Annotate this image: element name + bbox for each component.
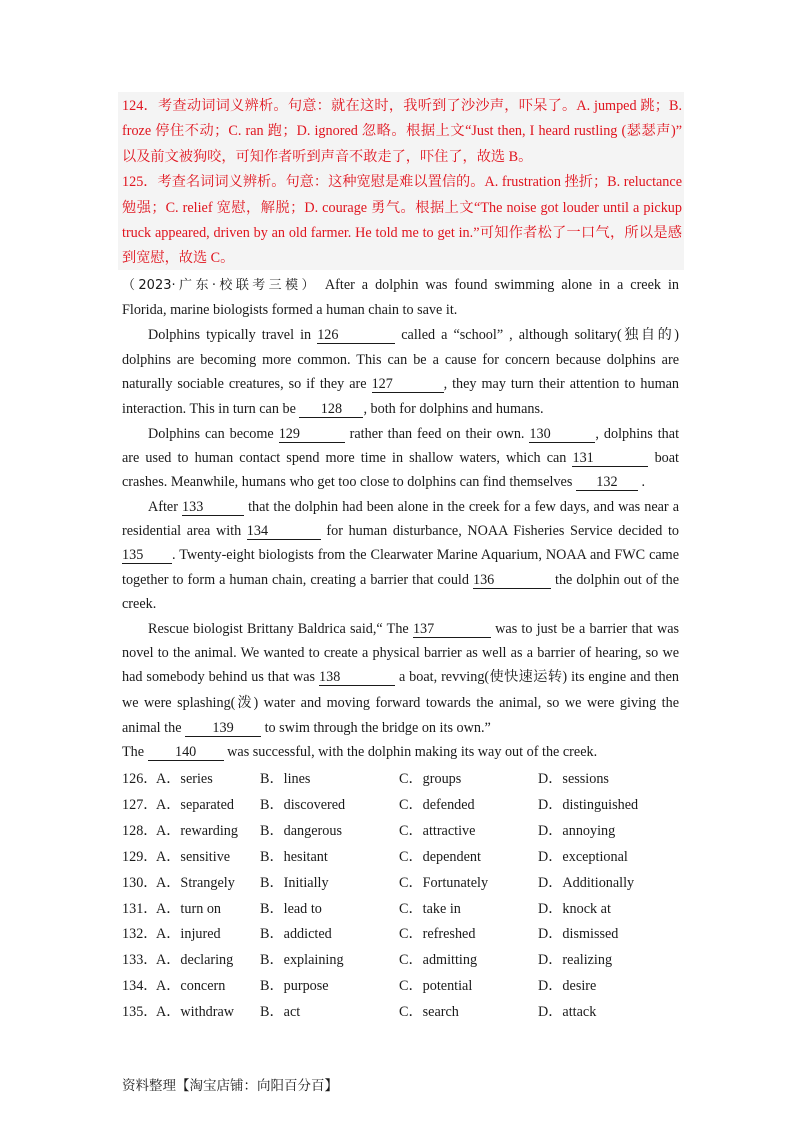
source-label: （2023·广东·校联考三模）	[122, 278, 318, 293]
passage-text: , both for dolphins and humans.	[363, 401, 544, 417]
passage-line	[148, 425, 679, 443]
option-d: D．dismissed	[538, 926, 619, 942]
passage-line: we were splashing(泼) water and moving forward towards the animal, so we were giving the	[122, 695, 679, 711]
option-row	[122, 794, 682, 812]
passage-text: that the dolphin had been alone in the creek for a few days, and was near a	[248, 499, 679, 515]
passage-line	[122, 719, 491, 737]
passage-text: , they may turn their attention to human	[443, 376, 679, 392]
passage-line	[122, 743, 597, 761]
option-a: A．declaring	[156, 952, 234, 968]
answer-line: 124．考查动词词义辨析。句意：就在这时，我听到了沙沙声，吓呆了。A. jumped 跳；B.	[122, 98, 682, 114]
option-b: B．dangerous	[260, 823, 342, 839]
option-c: C．defended	[399, 797, 475, 813]
passage-text: Rescue biologist Brittany Baldrica said,“ The	[148, 621, 409, 637]
question-number: 129．	[122, 849, 158, 865]
option-a: A．series	[156, 771, 213, 787]
passage-text: was to just be a barrier that was	[495, 621, 680, 637]
passage-line	[122, 668, 679, 686]
passage-line	[122, 571, 679, 589]
blank-133: 133	[182, 500, 244, 516]
option-a: A．Strangely	[156, 875, 235, 891]
passage-line	[148, 326, 679, 344]
passage-line: Florida, marine biologists formed a human chain to save it.	[122, 302, 458, 318]
question-number: 134．	[122, 978, 158, 994]
option-c: C．Fortunately	[399, 875, 489, 891]
option-c: C．admitting	[399, 952, 478, 968]
passage-line: creek.	[122, 596, 157, 612]
question-number: 131．	[122, 901, 158, 917]
passage-text: rather than feed on their own.	[349, 426, 525, 442]
passage-text: for human disturbance, NOAA Fisheries Service decided to	[326, 523, 679, 539]
option-a: A．concern	[156, 978, 226, 994]
blank-130: 130	[529, 427, 595, 443]
passage-text: called a “school” , although solitary(独自的)	[401, 327, 680, 343]
blank-135: 135	[122, 548, 172, 564]
option-c: C．potential	[399, 978, 473, 994]
blank-136: 136	[473, 573, 551, 589]
passage-text: are used to human contact spend more time in shallow waters, which can	[122, 450, 567, 466]
option-d: D．distinguished	[538, 797, 639, 813]
option-c: C．attractive	[399, 823, 476, 839]
blank-128: 128	[299, 402, 363, 418]
option-d: D．desire	[538, 978, 597, 994]
option-b: B．hesitant	[260, 849, 328, 865]
answer-line: 以及前文被狗咬，可知作者听到声音不敢走了，吓住了，故选 B。	[122, 149, 533, 165]
passage-line	[148, 620, 679, 638]
passage-line: dolphins are becoming more common. This can be a cause for concern because dolphins are	[122, 352, 679, 368]
answer-line: 勉强；C. relief 宽慰，解脱；D. courage 勇气。根据上文“The noise got louder until a pickup	[122, 200, 682, 216]
option-b: B．explaining	[260, 952, 344, 968]
option-d: D．realizing	[538, 952, 613, 968]
passage-text: a boat, revving(使快速运转) its engine and then	[398, 669, 680, 685]
passage-text: , dolphins that	[595, 426, 680, 442]
blank-140: 140	[148, 745, 224, 761]
option-d: D．attack	[538, 1004, 597, 1020]
option-d: D．sessions	[538, 771, 609, 787]
option-row	[122, 820, 682, 838]
passage-text: Dolphins can become	[148, 426, 274, 442]
page-footer: 资料整理【淘宝店铺：向阳百分百】	[122, 1078, 338, 1094]
blank-137: 137	[413, 622, 491, 638]
option-a: A．separated	[156, 797, 234, 813]
option-a: A．sensitive	[156, 849, 231, 865]
passage-line	[148, 498, 679, 516]
passage-text: to swim through the bridge on its own.”	[264, 720, 491, 736]
passage-text: The	[122, 744, 145, 760]
blank-129: 129	[279, 427, 345, 443]
passage-text: boat	[654, 450, 679, 466]
question-number: 133．	[122, 952, 158, 968]
blank-127: 127	[372, 377, 444, 393]
passage-line: novel to the animal. We wanted to create a physical barrier as well as a barrier of hearing, so we	[122, 645, 679, 661]
passage-text: interaction. This in turn can be	[122, 401, 296, 417]
option-row	[122, 768, 682, 786]
passage-text: had somebody behind us that was	[122, 669, 316, 685]
blank-139: 139	[185, 721, 261, 737]
passage-text: was successful, with the dolphin making its way out of the creek.	[227, 744, 598, 760]
option-row	[122, 949, 682, 967]
option-row	[122, 872, 682, 890]
option-row	[122, 898, 682, 916]
passage-text: .	[641, 474, 645, 490]
passage-text: crashes. Meanwhile, humans who get too close to dolphins can find themselves	[122, 474, 573, 490]
blank-132: 132	[576, 475, 638, 491]
question-number: 126．	[122, 771, 158, 787]
option-b: B．discovered	[260, 797, 346, 813]
passage-line	[122, 276, 679, 295]
passage-line	[122, 522, 679, 540]
option-b: B．lead to	[260, 901, 322, 917]
passage-line	[122, 473, 645, 491]
option-a: A．rewarding	[156, 823, 238, 839]
option-c: C．take in	[399, 901, 461, 917]
option-b: B．purpose	[260, 978, 329, 994]
passage-line	[122, 400, 544, 418]
option-row	[122, 1001, 682, 1019]
question-number: 135．	[122, 1004, 158, 1020]
passage-line	[122, 375, 679, 393]
passage-text: naturally sociable creatures, so if they are	[122, 376, 367, 392]
passage-text: . Twenty-eight biologists from the Clearwater Marine Aquarium, NOAA and FWC came	[172, 547, 679, 563]
blank-138: 138	[319, 670, 395, 686]
blank-134: 134	[247, 524, 321, 540]
option-row	[122, 846, 682, 864]
passage-text: the dolphin out of the	[555, 572, 680, 588]
option-c: C．search	[399, 1004, 459, 1020]
question-number: 128．	[122, 823, 158, 839]
answer-line: truck appeared, driven by an old farmer. He told me to get in.”可知作者松了一口气，所以是感	[122, 225, 682, 241]
option-a: A．turn on	[156, 901, 222, 917]
option-c: C．dependent	[399, 849, 481, 865]
option-d: D．annoying	[538, 823, 616, 839]
option-d: D．knock at	[538, 901, 611, 917]
passage-text: After a dolphin was found swimming alone in a creek in	[324, 277, 679, 293]
answer-line: 到宽慰，故选 C。	[122, 250, 235, 266]
blank-126: 126	[317, 328, 395, 344]
option-b: B．addicted	[260, 926, 332, 942]
blank-131: 131	[572, 451, 648, 467]
passage-text: animal the	[122, 720, 182, 736]
option-b: B．lines	[260, 771, 311, 787]
answer-line: froze 停住不动；C. ran 跑；D. ignored 忽略。根据上文“Just then, I heard rustling (瑟瑟声)”	[122, 123, 682, 139]
passage-text: residential area with	[122, 523, 242, 539]
option-c: C．groups	[399, 771, 462, 787]
option-d: D．Additionally	[538, 875, 635, 891]
option-d: D．exceptional	[538, 849, 628, 865]
option-b: B．act	[260, 1004, 301, 1020]
question-number: 132．	[122, 926, 158, 942]
option-a: A．injured	[156, 926, 221, 942]
question-number: 130．	[122, 875, 158, 891]
option-a: A．withdraw	[156, 1004, 235, 1020]
question-number: 127．	[122, 797, 158, 813]
passage-text: together to form a human chain, creating a barrier that could	[122, 572, 469, 588]
answer-line: 125．考查名词词义辨析。句意：这种宽慰是难以置信的。A. frustration 挫折；B. reluctance	[122, 174, 682, 190]
passage-line	[122, 546, 679, 564]
passage-text: Dolphins typically travel in	[148, 327, 312, 343]
option-row	[122, 923, 682, 941]
option-b: B．Initially	[260, 875, 329, 891]
option-c: C．refreshed	[399, 926, 476, 942]
passage-text: After	[148, 499, 178, 515]
option-row	[122, 975, 682, 993]
passage-line	[122, 449, 679, 467]
